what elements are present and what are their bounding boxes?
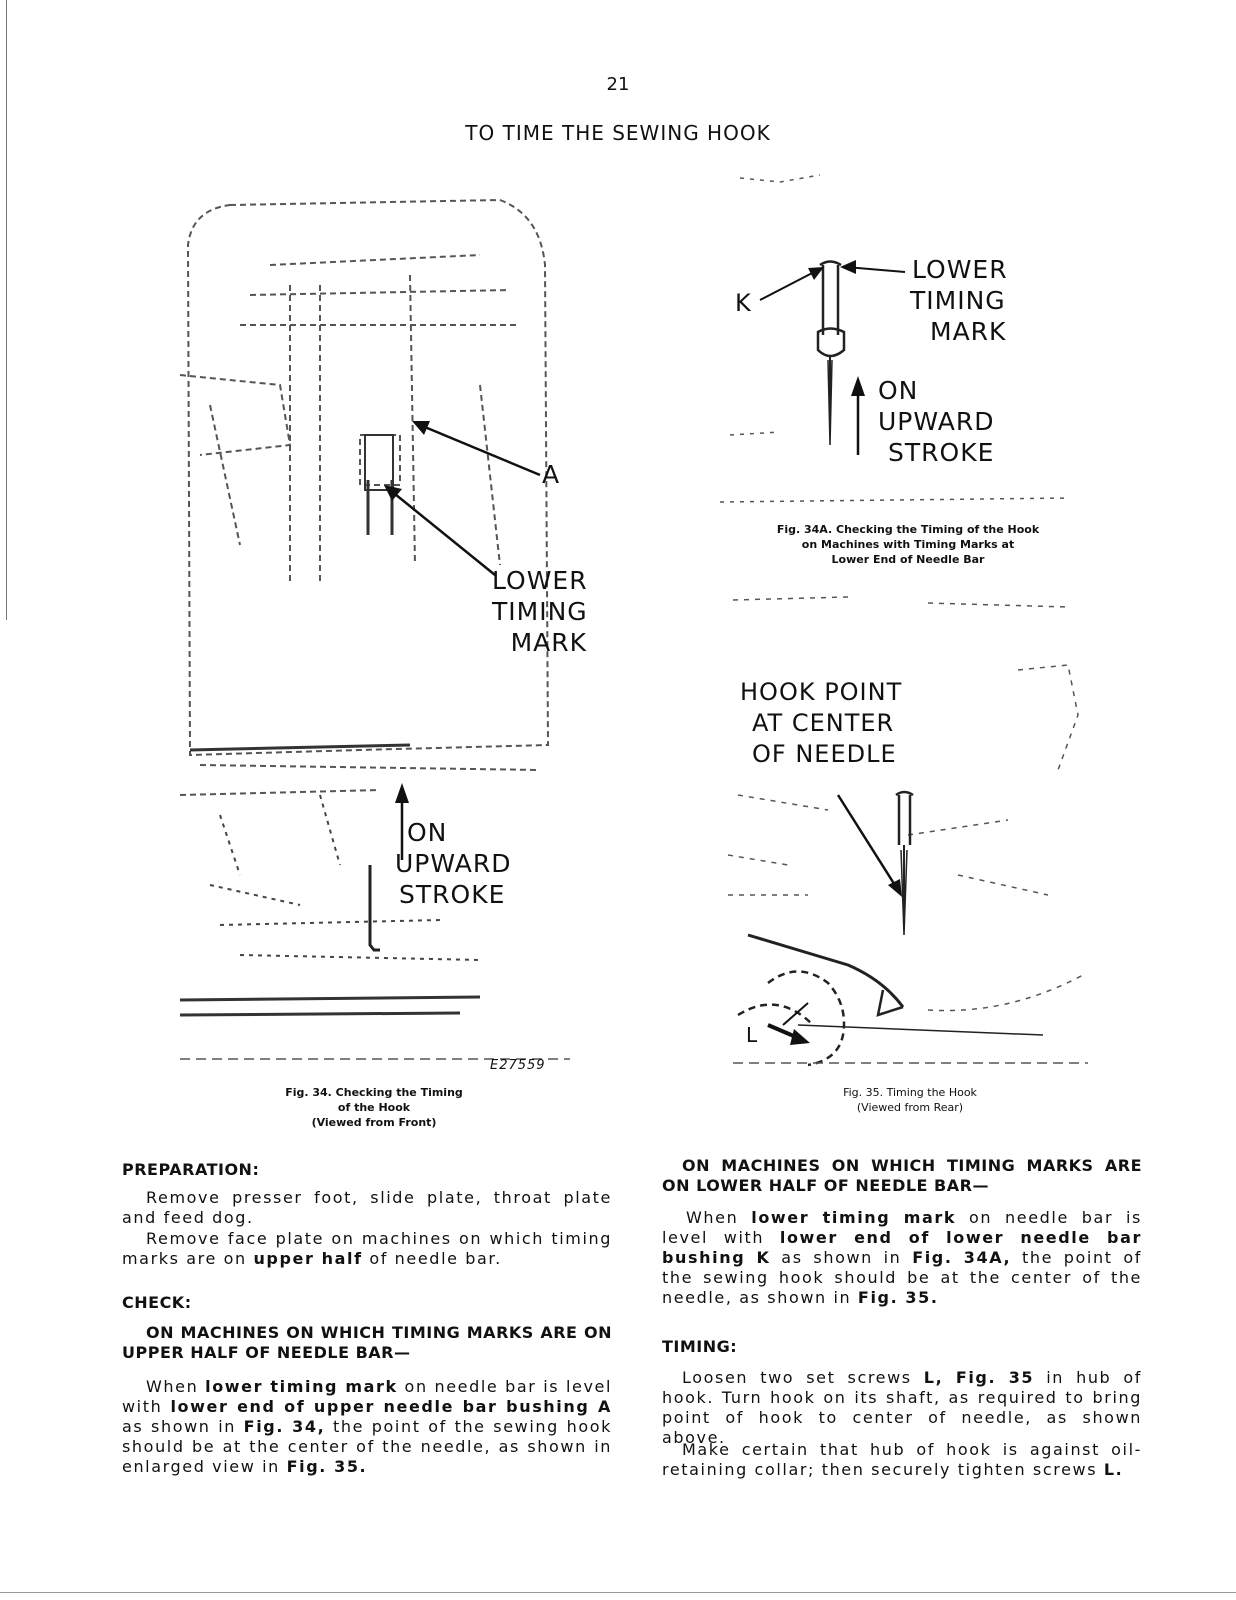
upper-half-paragraph: When lower timing mark on needle bar is level with lower end of upper needle bar bushing A as shown in Fig. 34, the point of the sewing hook should be at the center of the needle, as shown in enlarged view in Fig. 35. xyxy=(122,1377,613,1476)
pointer-hook-point xyxy=(838,795,902,897)
check-heading: CHECK: xyxy=(122,1293,192,1312)
figure-35-illustration xyxy=(728,595,1093,1065)
label-on-upward-stroke-34: ON UPWARD STROKE xyxy=(395,818,512,909)
arrow-upward-34a xyxy=(851,376,865,455)
figure-35 xyxy=(728,595,1093,1065)
caption-fig-35: Fig. 35. Timing the Hook (Viewed from Rear) xyxy=(843,1086,977,1114)
preparation-heading: PREPARATION: xyxy=(122,1160,260,1179)
timing-paragraph-2: Make certain that hub of hook is against oil-retaining collar; then securely tighten screws L. xyxy=(662,1440,1142,1479)
page-title: TO TIME THE SEWING HOOK xyxy=(465,121,771,145)
pointer-k xyxy=(760,267,824,300)
bottom-page-edge xyxy=(0,1592,1236,1593)
pointer-lower-timing-mark xyxy=(384,485,495,575)
lower-half-paragraph: When lower timing mark on needle bar is level with lower end of lower needle bar bushing K as shown in Fig. 34A, the point of the sewing hook should be at the center of the needle, as shown in Fig. 35. xyxy=(662,1208,1142,1307)
pointer-lower-timing-mark-34a xyxy=(840,260,905,274)
upper-half-heading: ON MACHINES ON WHICH TIMING MARKS ARE ON UPPER HALF OF NEEDLE BAR— xyxy=(122,1323,612,1362)
lower-half-heading: ON MACHINES ON WHICH TIMING MARKS ARE ON LOWER HALF OF NEEDLE BAR— xyxy=(662,1156,1142,1195)
figure-34 xyxy=(180,185,588,1073)
page-number: 21 xyxy=(606,74,630,95)
caption-fig-34: Fig. 34. Checking the Timing of the Hook (Viewed from Front) xyxy=(285,1086,463,1129)
timing-heading: TIMING: xyxy=(662,1337,738,1356)
figure-34a xyxy=(720,170,1080,510)
label-lower-timing-mark-34a: LOWER TIMING MARK xyxy=(910,255,1008,346)
label-l: L xyxy=(746,1023,759,1047)
label-lower-timing-mark-34: LOWER TIMING MARK xyxy=(492,566,588,657)
figure-code: E27559 xyxy=(490,1058,546,1073)
timing-paragraph-1: Loosen two set screws L, Fig. 35 in hub of hook. Turn hook on its shaft, as required to bring point of hook to center of needle, as shown above. xyxy=(662,1368,1142,1447)
pointer-a xyxy=(412,421,540,475)
preparation-paragraph-2: Remove face plate on machines on which timing marks are on upper half of needle bar. xyxy=(122,1229,612,1268)
preparation-paragraph-1: Remove presser foot, slide plate, throat plate and feed dog. xyxy=(122,1188,612,1227)
label-k: K xyxy=(735,289,752,317)
caption-fig-34a: Fig. 34A. Checking the Timing of the Hook on Machines with Timing Marks at Lower End of Needle Bar xyxy=(776,523,1040,566)
left-page-edge xyxy=(6,0,7,620)
label-a: A xyxy=(542,460,561,489)
label-hook-point: HOOK POINT AT CENTER OF NEEDLE xyxy=(740,678,903,768)
label-on-upward-stroke-34a: ON UPWARD STROKE xyxy=(878,376,995,467)
